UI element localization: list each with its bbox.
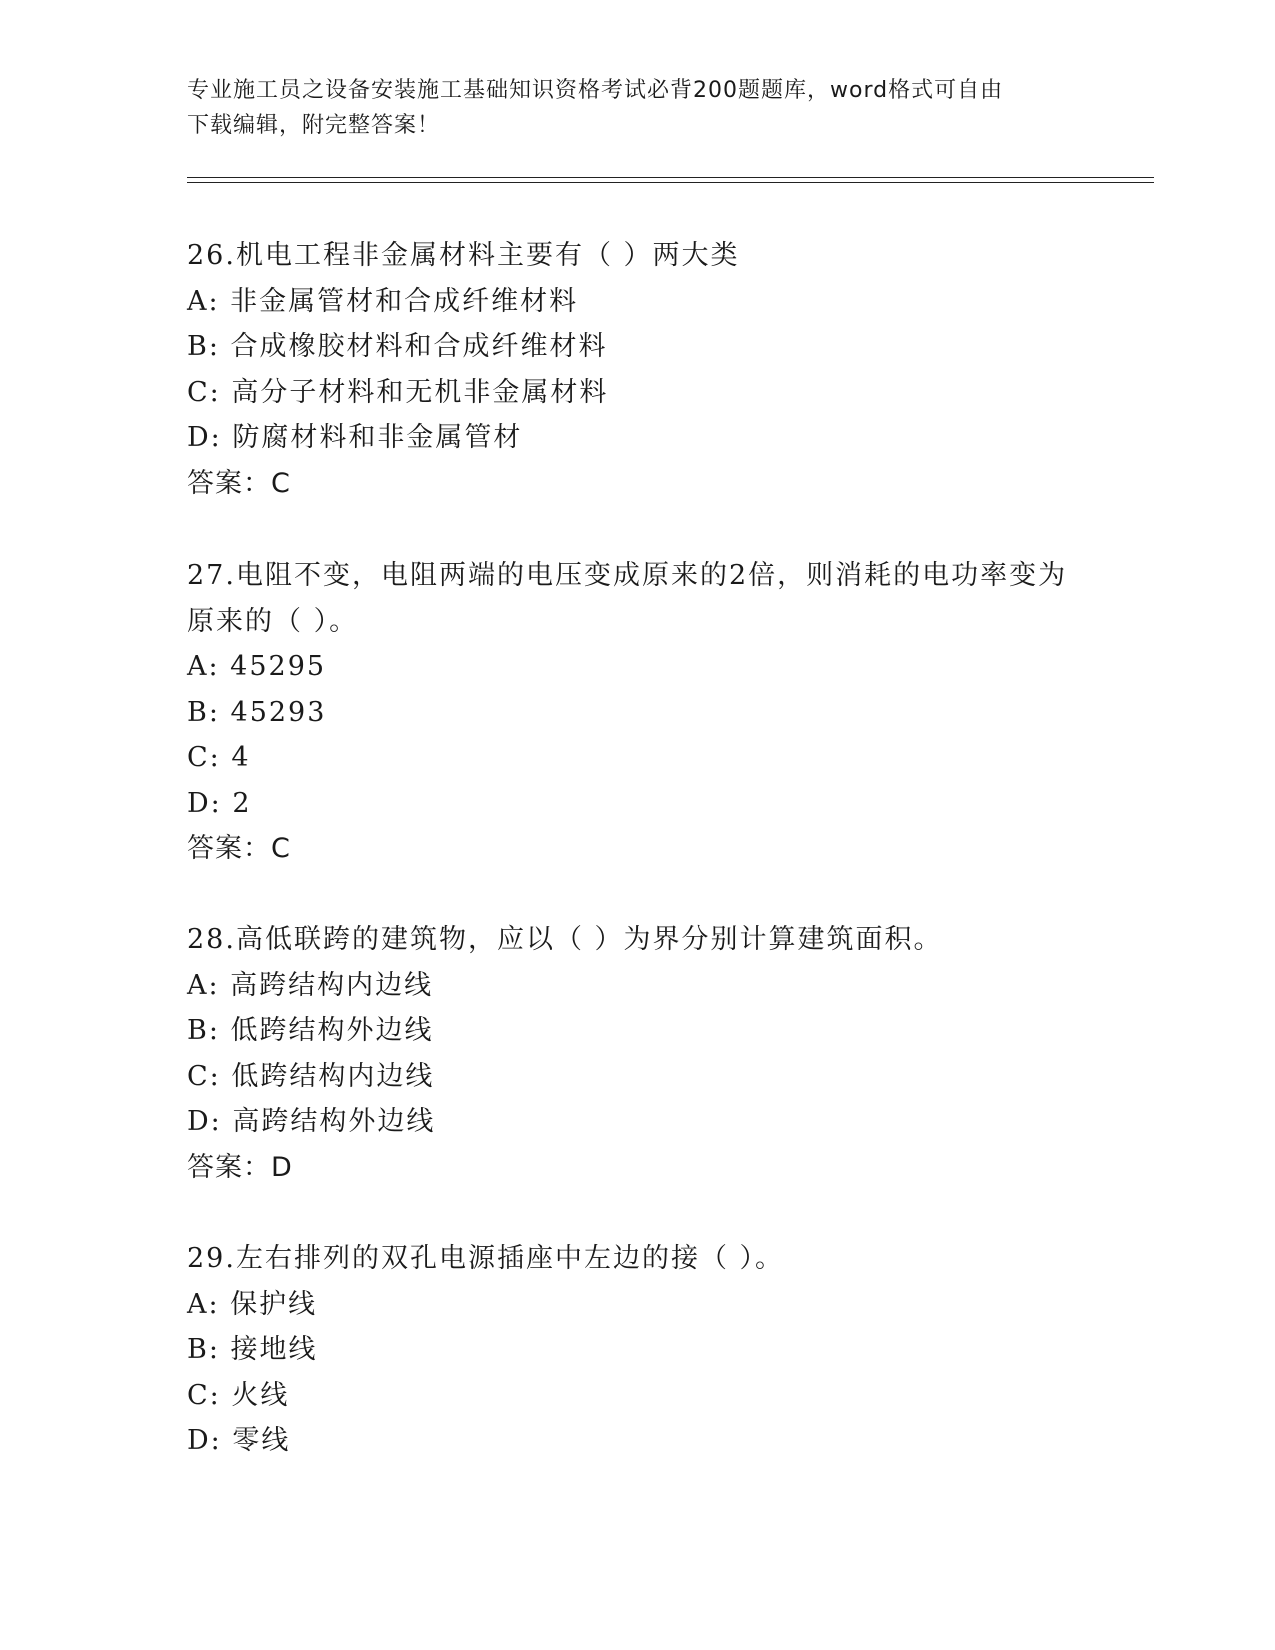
header-line-2: 下载编辑，附完整答案！ (187, 113, 441, 138)
question-block (187, 233, 1087, 506)
option-b: B: 低跨结构外边线 (187, 1015, 434, 1046)
option-b: B: 45293 (187, 696, 327, 728)
header-rule-bottom (187, 182, 1154, 183)
answer-text: 答案：D (187, 1151, 293, 1183)
question-stem: 27.电阻不变，电阻两端的电压变成原来的2倍，则消耗的电功率变为 (187, 560, 1068, 591)
option-c: C: 4 (187, 742, 251, 773)
question-block (187, 917, 1087, 1190)
question-block (187, 553, 1087, 872)
header-line-1: 专业施工员之设备安装施工基础知识资格考试必背200题题库，word格式可自由 (187, 78, 1004, 103)
answer-text: 答案：C (187, 833, 291, 864)
question-stem: 26.机电工程非金属材料主要有（ ）两大类 (187, 240, 740, 271)
question-block (187, 1236, 1087, 1464)
question-stem-continued: 原来的（ ）。 (187, 605, 359, 637)
option-d: D: 高跨结构外边线 (187, 1106, 436, 1137)
option-c: C: 高分子材料和无机非金属材料 (187, 376, 609, 408)
option-c: C: 低跨结构内边线 (187, 1060, 435, 1092)
option-b: B: 合成橡胶材料和合成纤维材料 (187, 331, 608, 362)
option-c: C: 火线 (187, 1379, 290, 1411)
header-rule-top (187, 177, 1154, 178)
option-d: D: 防腐材料和非金属管材 (187, 422, 523, 453)
option-d: D: 2 (187, 787, 252, 819)
question-stem: 28.高低联跨的建筑物，应以（ ）为界分别计算建筑面积。 (187, 924, 943, 955)
option-a: A: 高跨结构内边线 (187, 969, 434, 1001)
document-header (187, 73, 1087, 143)
question-stem: 29.左右排列的双孔电源插座中左边的接（ ）。 (187, 1243, 785, 1274)
option-d: D: 零线 (187, 1425, 291, 1456)
option-a: A: 非金属管材和合成纤维材料 (187, 285, 579, 317)
option-a: A: 45295 (187, 651, 327, 682)
option-a: A: 保护线 (187, 1288, 318, 1320)
option-b: B: 接地线 (187, 1334, 318, 1365)
answer-text: 答案：C (187, 467, 291, 499)
